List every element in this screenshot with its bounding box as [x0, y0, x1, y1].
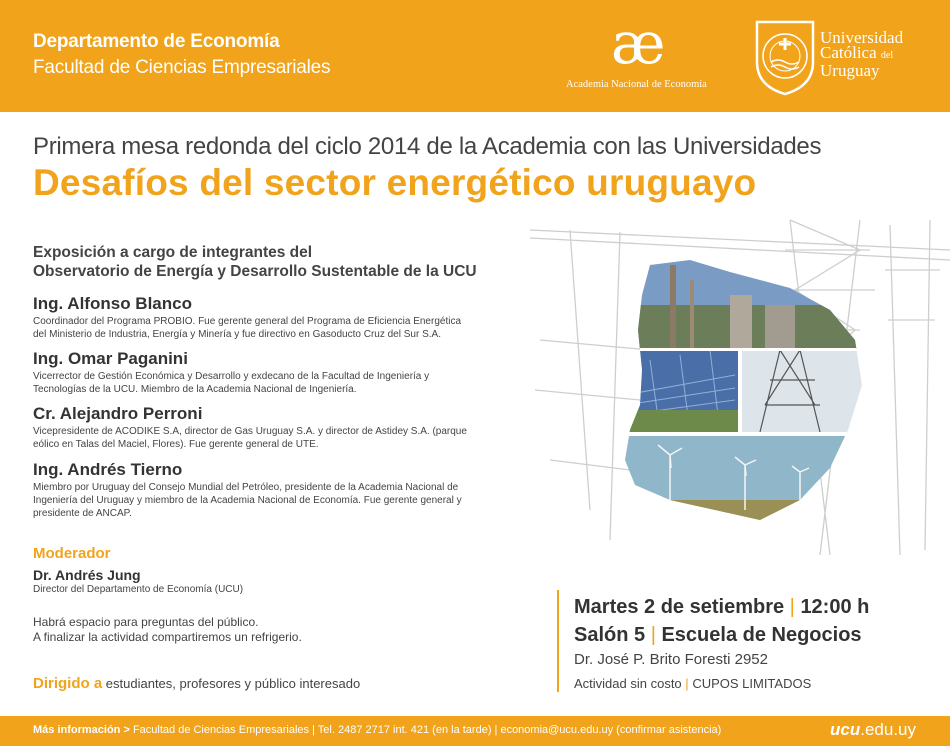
university-name — [820, 30, 903, 78]
speaker-name: Ing. Omar Paganini — [33, 349, 188, 368]
speaker-bio-line: Ingeniería del Uruguay y miembro de la Academia Nacional de Economía. Fue gerente general y — [33, 495, 462, 506]
speaker-name: Cr. Alejandro Perroni — [33, 404, 203, 423]
separator: | — [789, 596, 795, 618]
exposition-intro — [33, 243, 477, 281]
speaker-bio-line: del Ministerio de Industria, Energía y Minería y fue directivo en Gasoducto Cruz del Sur S.A. — [33, 329, 441, 340]
more-info-label: Más información > — [33, 724, 130, 736]
event-address: Dr. José P. Brito Foresti 2952 — [574, 651, 768, 668]
speaker-bio-line: Coordinador del Programa PROBIO. Fue gerente general del Programa de Eficiencia Energética — [33, 316, 462, 327]
speaker-entry — [33, 404, 553, 451]
event-title: Desafíos del sector energético uruguayo — [33, 162, 757, 203]
speaker-bio-line: Vicerrector de Gestión Económica y Desarrollo y exdecano de la Facultad de Ingeniería y — [33, 371, 430, 382]
event-school: Escuela de Negocios — [661, 624, 862, 646]
speaker-bio-line: Tecnologías de la UCU. Miembro de la Academia Nacional de Ingeniería. — [33, 384, 357, 395]
speaker-bio-line: presidente de ANCAP. — [33, 508, 132, 519]
exposition-line2: Observatorio de Energía y Desarrollo Sustentable de la UCU — [33, 263, 477, 280]
contact-info: Facultad de Ciencias Empresariales | Tel. 2487 2717 int. 421 (en la tarde) | economia@ucu.edu.uy (confirmar asistencia) — [132, 724, 722, 736]
event-details — [557, 590, 939, 692]
moderator-bio: Director del Departamento de Economía (UCU) — [33, 584, 244, 595]
speaker-entry — [33, 294, 553, 341]
audience-label: Dirigido a — [33, 675, 103, 692]
event-time: 12:00 h — [800, 596, 870, 618]
university-name-line3: Uruguay — [820, 61, 880, 80]
university-seal-icon — [753, 16, 817, 96]
moderator-name: Dr. Andrés Jung — [33, 567, 141, 583]
speaker-name: Ing. Alfonso Blanco — [33, 294, 192, 313]
event-room: Salón 5 — [574, 624, 646, 646]
department-name: Departamento de Economía — [33, 31, 280, 52]
speaker-bio — [33, 315, 553, 341]
speaker-bio-line: Vicepresidente de ACODIKE S.A, director de Gas Uruguay S.A. y director de Astidey S.A. (parque — [33, 426, 467, 437]
speaker-bio-line: Miembro por Uruguay del Consejo Mundial del Petróleo, presidente de la Academia Nacional de — [33, 482, 459, 493]
website-domain-bold: ucu — [830, 720, 861, 739]
speaker-bio-line: eólico en Talas del Maciel, Flores). Fue gerente general de UTE. — [33, 439, 319, 450]
academy-name: Academia Nacional de Economía — [566, 79, 707, 90]
event-admission — [574, 676, 811, 691]
event-subtitle: Primera mesa redonda del ciclo 2014 de la Academia con las Universidades — [33, 133, 822, 160]
footer-band — [0, 716, 950, 746]
faculty-name: Facultad de Ciencias Empresariales — [33, 57, 331, 78]
university-name-line1: Universidad — [820, 28, 904, 47]
separator: | — [685, 676, 689, 691]
academy-logo: æ — [611, 9, 666, 77]
note-line: Habrá espacio para preguntas del público. — [33, 615, 259, 629]
event-notes — [33, 615, 302, 645]
university-name-del: del — [880, 50, 894, 61]
event-seats: CUPOS LIMITADOS — [692, 676, 812, 691]
university-name-catolica: Católica — [820, 43, 877, 62]
event-venue — [574, 624, 862, 647]
event-datetime — [574, 596, 869, 619]
exposition-line1: Exposición a cargo de integrantes del — [33, 244, 313, 261]
event-date: Martes 2 de setiembre — [574, 596, 785, 618]
speaker-bio — [33, 370, 553, 396]
audience-line — [33, 675, 360, 692]
energy-map-illustration — [530, 210, 950, 560]
speaker-entry — [33, 349, 553, 396]
audience-text: estudiantes, profesores y público interesado — [105, 676, 361, 691]
event-cost: Actividad sin costo — [574, 676, 682, 691]
speaker-bio — [33, 425, 553, 451]
moderator-label: Moderador — [33, 545, 111, 562]
footer-info — [33, 724, 721, 736]
header-band — [0, 0, 950, 112]
speaker-bio — [33, 481, 553, 520]
note-line: A finalizar la actividad compartiremos un refrigerio. — [33, 630, 302, 644]
website-domain-rest: .edu.uy — [860, 720, 916, 739]
website-link[interactable] — [830, 720, 916, 740]
separator: | — [650, 624, 656, 646]
speaker-name: Ing. Andrés Tierno — [33, 460, 183, 479]
speaker-entry — [33, 460, 553, 520]
